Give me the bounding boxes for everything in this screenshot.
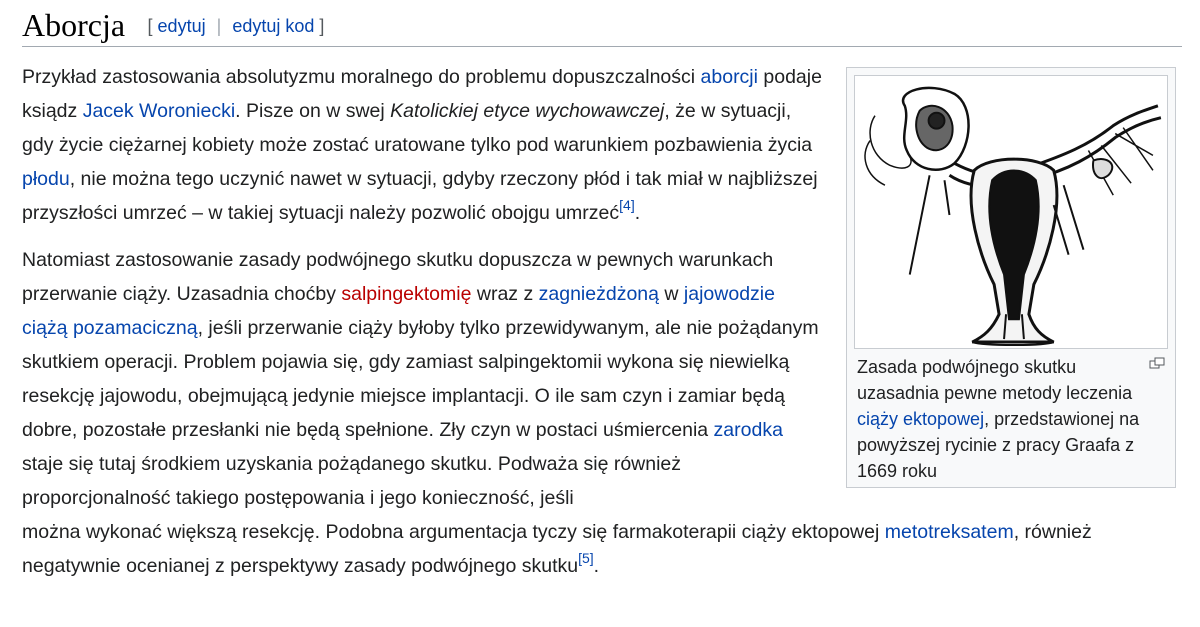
p1-text-1: Przykład zastosowania absolutyzmu moralnego do problemu dopuszczalności	[22, 66, 701, 88]
edit-link[interactable]: edytuj	[157, 16, 206, 36]
reference-5	[578, 550, 594, 566]
section-title: Aborcja	[22, 7, 126, 43]
paragraph-1	[22, 60, 822, 230]
edit-bracket-close: ]	[319, 16, 325, 36]
p2-text-7: , również negatywnie ocenianej z perspektywy zasady podwójnego skutku	[22, 521, 1092, 577]
p2-wrapped-block	[22, 243, 822, 515]
reference-5-link[interactable]: [5]	[578, 550, 594, 566]
p1-text-4: , że w sytuacji, gdy życie ciężarnej kobiety może zostać uratowane tylko pod warunkiem pozbawienia życia	[22, 100, 813, 156]
link-metotreksatem[interactable]: metotreksatem	[884, 521, 1014, 543]
link-zagniezdzona[interactable]: zagnieżdżoną	[538, 283, 659, 305]
p1-text-2: podaje ksiądz	[22, 66, 822, 122]
p2-text-1: Natomiast zastosowanie zasady podwójnego skutku dopuszcza w pewnych warunkach przerwanie ciąży. Uzasadnia choćby	[22, 249, 774, 305]
link-ciaza-pozamaciczna[interactable]: jajowodzie ciążą pozamaciczną	[22, 283, 775, 339]
link-aborcji[interactable]: aborcji	[700, 66, 758, 88]
caption-link-ectopic[interactable]: ciąży ektopowej	[857, 409, 985, 429]
p2-text-4: , jeśli przerwanie ciąży byłoby tylko przewidywanym, ale nie pożądanym skutkiem operacji. Problem pojawia się, gdy zamiast salpingektomii wykona się niewielką resekcję jajowodu, obejmującą jedynie miejsce implantacji. O ile sam czyn i zamiar będą dobre, pozostałe przesłanki nie będą spełnione. Zły czyn w postaci uśmiercenia	[22, 317, 819, 441]
p2-text-6: można wykonać większą resekcję. Podobna argumentacja tyczy się farmakoterapii ciąży ektopowej	[22, 521, 885, 543]
section-heading	[22, 4, 1182, 47]
p1-text-6: .	[634, 202, 641, 224]
reference-4-link[interactable]: [4]	[619, 197, 635, 213]
article-content	[22, 60, 1182, 583]
link-plodu[interactable]: płodu	[22, 168, 70, 190]
edit-bracket-open: [	[147, 16, 153, 36]
edit-separator: |	[216, 16, 222, 36]
caption-text-rest: , przedstawionej na powyższej rycinie z pracy Graafa z 1669 roku	[857, 409, 1140, 481]
edit-code-link[interactable]: edytuj kod	[232, 16, 315, 36]
link-jacek-woroniecki[interactable]: Jacek Woroniecki	[82, 100, 236, 122]
link-salpingektomie[interactable]: salpingektomię	[341, 283, 472, 305]
caption-text: Zasada podwójnego skutku uzasadnia pewne metody leczenia	[857, 357, 1133, 403]
p1-text-3: . Pisze on w swej	[235, 100, 391, 122]
link-zarodka[interactable]: zarodka	[713, 419, 783, 441]
p2-text-3: w	[658, 283, 684, 305]
p1-text-5: , nie można tego uczynić nawet w sytuacji, gdyby rzeczony płód i tak miał w najbliższej przyszłości umrzeć – w takiej sytuacji należy pozwolić obojgu umrzeć	[22, 168, 818, 224]
reference-4	[619, 197, 635, 213]
p2-text-5: staje się tutaj środkiem uzyskania pożądanego skutku. Podważa się również proporcjonalność takiego postępowania i jego konieczność, jeśli	[22, 453, 682, 509]
p2-text-2: wraz z	[471, 283, 539, 305]
paragraph-2	[22, 243, 1182, 583]
p1-italic-title: Katolickiej etyce wychowawczej	[390, 100, 665, 122]
edit-section-links	[148, 16, 325, 37]
p2-text-8: .	[593, 555, 600, 577]
